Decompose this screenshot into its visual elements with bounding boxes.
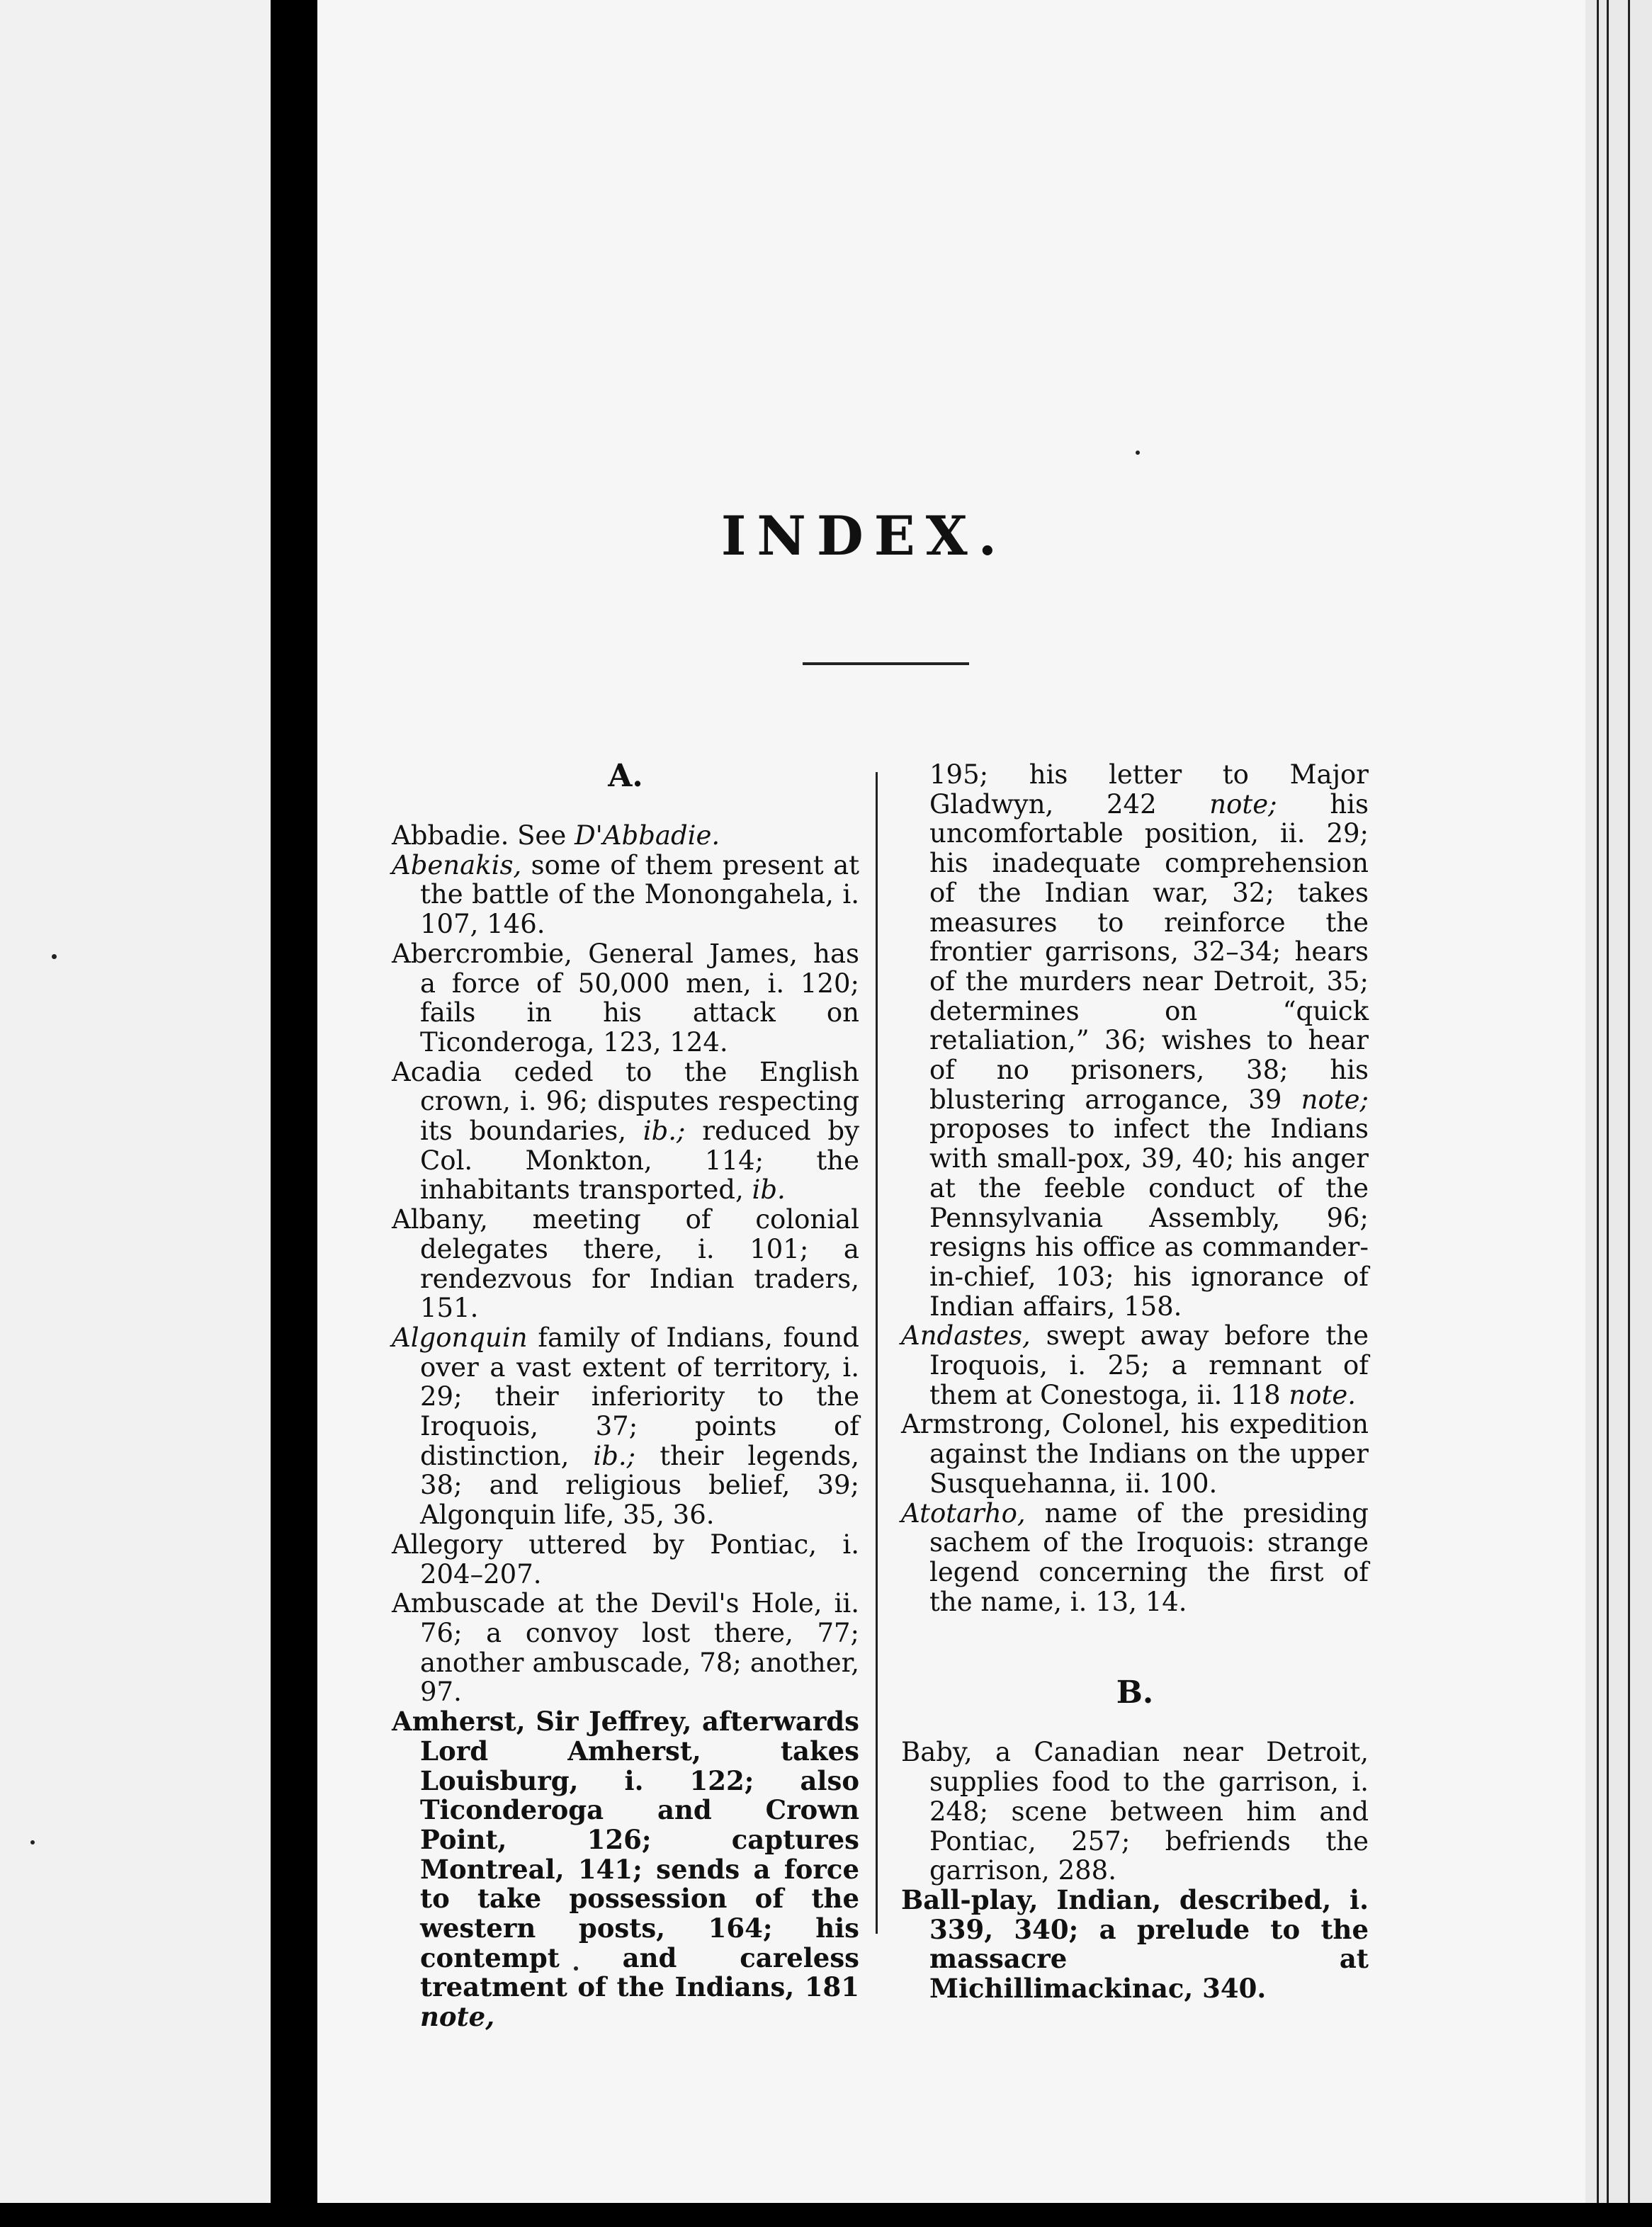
index-entry-albany: Albany, meeting of colonial delegates there, i. 101; a rendezvous for Indian traders, 151.	[392, 1204, 859, 1324]
scan-speck	[52, 954, 57, 959]
title-rule	[803, 662, 969, 665]
page-edge-line	[1628, 0, 1630, 2227]
index-entry-amherst-continued: 195; his letter to Major Gladwyn, 242 note; his uncomfortable position, ii. 29; his inadequate comprehension of the Indian war, 32; takes measures to reinforce the frontier garrisons, 32–34; hears of the murders near Detroit, 35; determines on “quick retaliation,” 36; wishes to hear of no prisoners, 38; his blustering arrogance, 39 note; proposes to infect the Indians with small-pox, 39, 40; his anger at the feeble conduct of the Pennsylvania Assembly, 96; resigns his office as commander-in-chief, 103; his ignorance of Indian affairs, 158.	[929, 759, 1369, 1322]
index-entry-acadia: Acadia ceded to the English crown, i. 96; disputes respecting its boundaries, ib.; reduced by Col. Monkton, 114; the inhabitants transported, ib.	[392, 1056, 860, 1206]
page-edge-line	[1597, 0, 1599, 2227]
index-entry-atotarho: Atotarho, name of the presiding sachem of the Iroquois: strange legend concerning the first of the name, i. 13, 14.	[901, 1497, 1369, 1617]
page-title: INDEX.	[720, 504, 1008, 567]
page-edge-line	[1607, 0, 1609, 2227]
index-entry-amherst: Amherst, Sir Jeffrey, afterwards Lord Amherst, takes Louisburg, i. 122; also Ticonderoga and Crown Point, 126; captures Montreal, 141; sends a force to take possession of the western posts, 164; his contempt and careless treatment of the Indians, 181 note,	[392, 1706, 859, 2033]
section-heading-a: A.	[608, 758, 643, 794]
section-heading-b: B.	[1116, 1674, 1154, 1711]
index-column-right	[901, 760, 1369, 2004]
scan-speck	[30, 1840, 35, 1844]
scan-border	[0, 2203, 1652, 2227]
index-entry-armstrong: Armstrong, Colonel, his expedition against the Indians on the upper Susquehanna, ii. 100.	[901, 1409, 1369, 1499]
scan-speck	[1136, 450, 1140, 455]
index-entry-allegory: Allegory uttered by Pontiac, i. 204–207.	[392, 1529, 859, 1590]
index-entry-ball-play: Ball-play, Indian, described, i. 339, 340; a prelude to the massacre at Michillimackinac, 340.	[901, 1883, 1369, 2005]
index-entry-andastes: Andastes, swept away before the Iroquois, i. 25; a remnant of them at Conestoga, ii. 118 note.	[901, 1320, 1369, 1410]
index-entry-ambuscade: Ambuscade at the Devil's Hole, ii. 76; a convoy lost there, 77; another ambuscade, 78; another, 97.	[392, 1588, 859, 1708]
column-divider	[876, 772, 878, 1934]
page-edge-strip	[1585, 0, 1652, 2227]
index-entry-abbadie: Abbadie. See D'Abbadie.	[392, 820, 720, 851]
book-gutter	[271, 0, 317, 2227]
facing-page-edge	[0, 0, 271, 2227]
index-entry-abercrombie: Abercrombie, General James, has a force of 50,000 men, i. 120; fails in his attack on Ticonderoga, 123, 124.	[392, 938, 859, 1058]
section-gap	[901, 1616, 1369, 1676]
index-entry-algonquin: Algonquin family of Indians, found over a vast extent of territory, i. 29; their inferiority to the Iroquois, 37; points of distinction, ib.; their legends, 38; and religious belief, 39; Algonquin life, 35, 36.	[392, 1322, 859, 1531]
index-entry-abenakis: Abenakis, some of them present at the battle of the Monongahela, i. 107, 146.	[392, 849, 859, 940]
index-entry-baby: Baby, a Canadian near Detroit, supplies food to the garrison, i. 248; scene between him and Pontiac, 257; befriends the garrison, 288.	[901, 1737, 1369, 1886]
index-column-left	[392, 759, 859, 2032]
